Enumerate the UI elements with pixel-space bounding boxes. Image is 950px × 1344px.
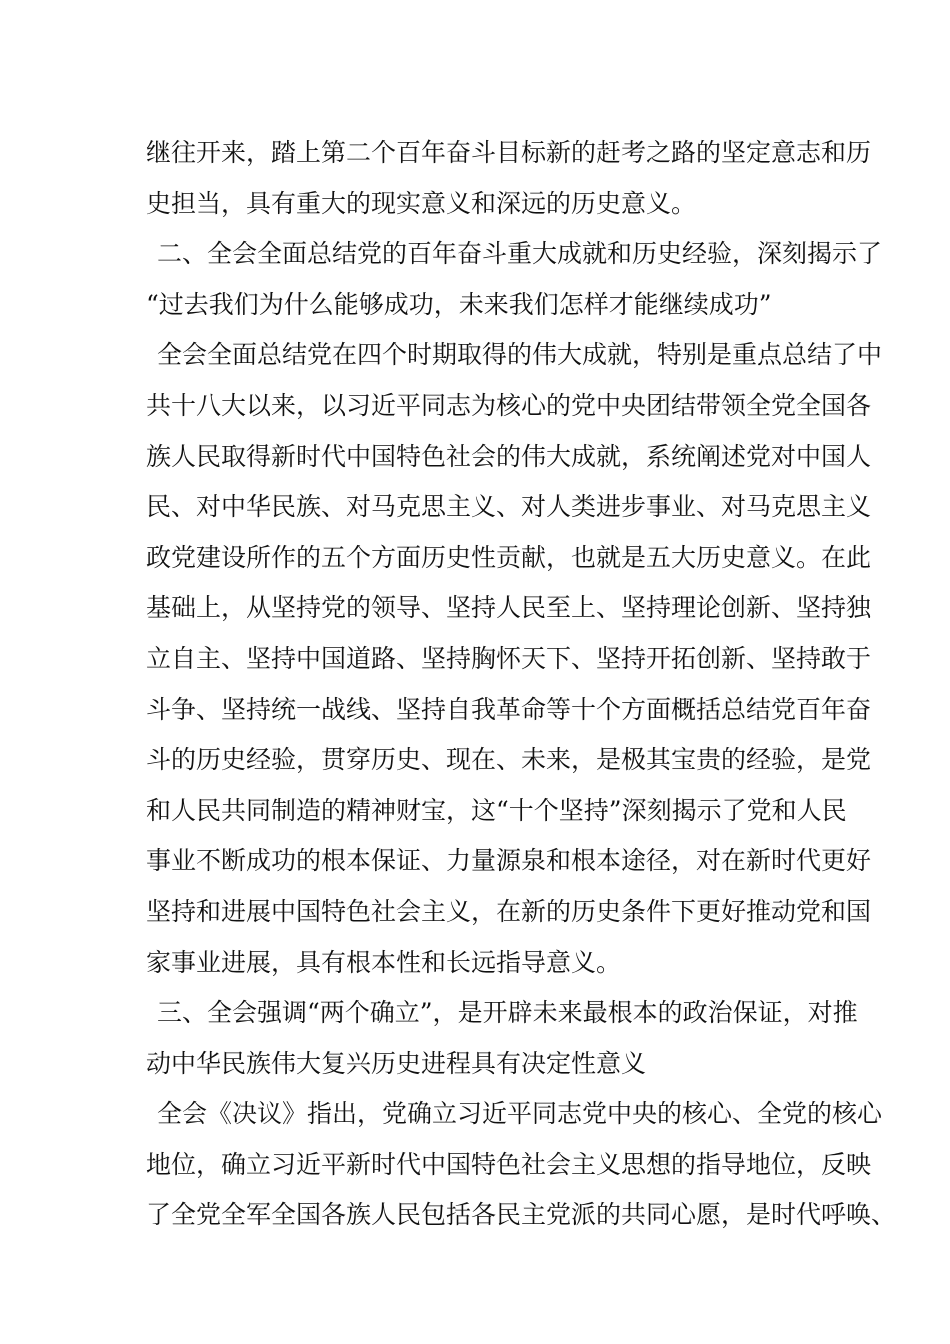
text-line: 坚持和进展中国特色社会主义，在新的历史条件下更好推动党和国 xyxy=(146,896,872,926)
text-line: 斗争、坚持统一战线、坚持自我革命等十个方面概括总结党百年奋 xyxy=(146,694,872,724)
text-line: 政党建设所作的五个方面历史性贡献，也就是五大历史意义。在此 xyxy=(146,542,872,572)
text-line: 共十八大以来，以习近平同志为核心的党中央团结带领全党全国各 xyxy=(146,390,872,420)
text-line: 家事业进展，具有根本性和长远指导意义。 xyxy=(146,947,622,977)
section-heading: 二、全会全面总结党的百年奋斗重大成就和历史经验，深刻揭示了 xyxy=(157,239,883,269)
section-heading: “过去我们为什么能够成功，未来我们怎样才能继续成功” xyxy=(146,289,772,319)
section-heading: 三、全会强调“两个确立”，是开辟未来最根本的政治保证，对推 xyxy=(157,998,858,1028)
text-line: 斗的历史经验，贯穿历史、现在、未来，是极其宝贵的经验，是党 xyxy=(146,745,872,775)
text-line: 了全党全军全国各族人民包括各民主党派的共同心愿，是时代呼唤、 xyxy=(146,1200,897,1230)
section-heading: 动中华民族伟大复兴历史进程具有决定性意义 xyxy=(146,1048,647,1078)
text-line: 事业不断成功的根本保证、力量源泉和根本途径，对在新时代更好 xyxy=(146,846,872,876)
text-line: 和人民共同制造的精神财宝，这“十个坚持”深刻揭示了党和人民 xyxy=(146,795,847,825)
text-line: 地位，确立习近平新时代中国特色社会主义思想的指导地位，反映 xyxy=(146,1149,872,1179)
text-line: 民、对中华民族、对马克思主义、对人类进步事业、对马克思主义 xyxy=(146,492,872,522)
text-line: 全会《决议》指出，党确立习近平同志党中央的核心、全党的核心 xyxy=(157,1099,883,1129)
body-text xyxy=(146,128,897,1241)
text-line: 基础上，从坚持党的领导、坚持人民至上、坚持理论创新、坚持独 xyxy=(146,593,872,623)
text-line: 继往开来，踏上第二个百年奋斗目标新的赶考之路的坚定意志和历 xyxy=(146,138,872,167)
text-line: 全会全面总结党在四个时期取得的伟大成就，特别是重点总结了中 xyxy=(157,340,883,370)
text-line: 史担当，具有重大的现实意义和深远的历史意义。 xyxy=(146,188,697,218)
text-line: 族人民取得新时代中国特色社会的伟大成就，系统阐述党对中国人 xyxy=(146,441,872,471)
text-line: 立自主、坚持中国道路、坚持胸怀天下、坚持开拓创新、坚持敢于 xyxy=(146,643,872,673)
